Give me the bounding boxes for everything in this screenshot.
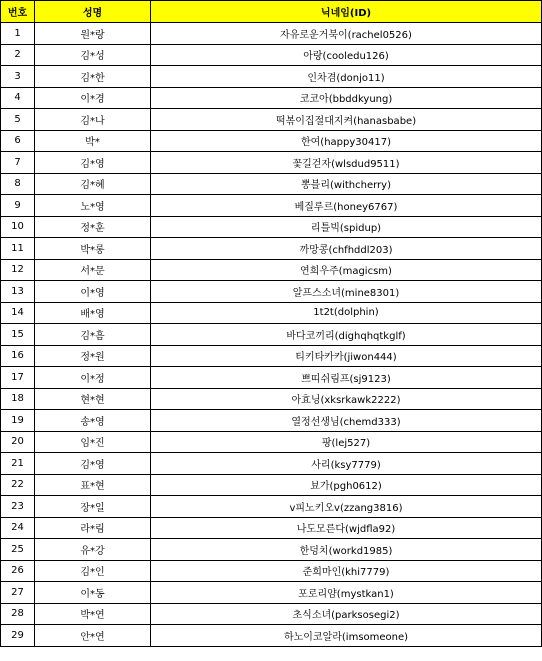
cell-number: 14 (1, 302, 35, 324)
cell-number: 20 (1, 431, 35, 453)
cell-name: 배*영 (35, 302, 151, 324)
cell-number: 10 (1, 216, 35, 238)
table-row (1, 173, 542, 195)
table-row (1, 44, 542, 66)
cell-name: 원*랑 (35, 23, 151, 45)
cell-nickname: 베질루르(honey6767) (151, 195, 542, 217)
cell-name: 안*연 (35, 625, 151, 647)
cell-nickname: 초식소녀(parksosegi2) (151, 603, 542, 625)
cell-name: 김*혜 (35, 173, 151, 195)
header-name: 성명 (35, 1, 151, 23)
cell-nickname: 티키타카카(jiwon444) (151, 345, 542, 367)
cell-number: 19 (1, 410, 35, 432)
table-header (1, 1, 542, 23)
cell-number: 13 (1, 281, 35, 303)
cell-number: 2 (1, 44, 35, 66)
cell-number: 17 (1, 367, 35, 389)
table-row (1, 410, 542, 432)
cell-nickname: 코코아(bbddkyung) (151, 87, 542, 109)
cell-name: 라*림 (35, 517, 151, 539)
table-row (1, 23, 542, 45)
cell-number: 15 (1, 324, 35, 346)
cell-name: 김*흠 (35, 324, 151, 346)
cell-number: 23 (1, 496, 35, 518)
cell-name: 김*영 (35, 453, 151, 475)
table-body (1, 23, 542, 647)
table-row (1, 496, 542, 518)
table-row (1, 130, 542, 152)
table-row (1, 87, 542, 109)
cell-nickname: 한덩치(workd1985) (151, 539, 542, 561)
cell-name: 이*정 (35, 367, 151, 389)
cell-nickname: 쁘띠쉬림프(sj9123) (151, 367, 542, 389)
table-row (1, 431, 542, 453)
cell-name: 김*성 (35, 44, 151, 66)
header-row (1, 1, 542, 23)
cell-nickname: 바다코끼리(dighqhqtkglf) (151, 324, 542, 346)
cell-number: 4 (1, 87, 35, 109)
table-row (1, 302, 542, 324)
cell-name: 박*롱 (35, 238, 151, 260)
cell-number: 9 (1, 195, 35, 217)
cell-number: 12 (1, 259, 35, 281)
table-row (1, 367, 542, 389)
table-row (1, 152, 542, 174)
table-row (1, 453, 542, 475)
cell-name: 김*영 (35, 152, 151, 174)
cell-nickname: 자유로운거북이(rachel0526) (151, 23, 542, 45)
table-row (1, 66, 542, 88)
cell-name: 유*강 (35, 539, 151, 561)
cell-number: 8 (1, 173, 35, 195)
cell-nickname: 한여(happy30417) (151, 130, 542, 152)
cell-name: 정*원 (35, 345, 151, 367)
cell-number: 27 (1, 582, 35, 604)
cell-name: 김*한 (35, 66, 151, 88)
cell-number: 7 (1, 152, 35, 174)
table-row (1, 625, 542, 647)
header-nickname: 닉네임(ID) (151, 1, 542, 23)
cell-name: 장*일 (35, 496, 151, 518)
table-row (1, 324, 542, 346)
cell-nickname: 알프스소녀(mine8301) (151, 281, 542, 303)
cell-name: 현*현 (35, 388, 151, 410)
cell-nickname: 준희마인(khi7779) (151, 560, 542, 582)
cell-name: 김*나 (35, 109, 151, 131)
header-number: 번호 (1, 1, 35, 23)
cell-nickname: 뽕블리(withcherry) (151, 173, 542, 195)
cell-name: 박*연 (35, 603, 151, 625)
cell-number: 29 (1, 625, 35, 647)
cell-number: 6 (1, 130, 35, 152)
cell-nickname: 연희우주(magicsm) (151, 259, 542, 281)
cell-nickname: 나도모른다(wjdfla92) (151, 517, 542, 539)
table-row (1, 195, 542, 217)
cell-nickname: 까망콩(chfhddl203) (151, 238, 542, 260)
table-row (1, 603, 542, 625)
table-row (1, 345, 542, 367)
table-row (1, 281, 542, 303)
cell-nickname: v피노키오v(zzang3816) (151, 496, 542, 518)
cell-nickname: 팡(lej527) (151, 431, 542, 453)
cell-nickname: 1t2t(dolphin) (151, 302, 542, 324)
cell-number: 22 (1, 474, 35, 496)
table-row (1, 474, 542, 496)
cell-number: 28 (1, 603, 35, 625)
cell-name: 송*영 (35, 410, 151, 432)
table-row (1, 109, 542, 131)
cell-name: 이*영 (35, 281, 151, 303)
cell-nickname: 뵤가(pgh0612) (151, 474, 542, 496)
cell-name: 서*문 (35, 259, 151, 281)
cell-name: 박* (35, 130, 151, 152)
cell-number: 1 (1, 23, 35, 45)
cell-number: 25 (1, 539, 35, 561)
table-row (1, 259, 542, 281)
cell-number: 5 (1, 109, 35, 131)
table-row (1, 582, 542, 604)
cell-number: 26 (1, 560, 35, 582)
cell-number: 21 (1, 453, 35, 475)
cell-nickname: 사리(ksy7779) (151, 453, 542, 475)
cell-number: 16 (1, 345, 35, 367)
cell-name: 이*동 (35, 582, 151, 604)
cell-nickname: 떡볶이집절대지켜(hanasbabe) (151, 109, 542, 131)
cell-number: 24 (1, 517, 35, 539)
cell-number: 3 (1, 66, 35, 88)
cell-nickname: 열정선생님(chemd333) (151, 410, 542, 432)
cell-number: 18 (1, 388, 35, 410)
table-row (1, 388, 542, 410)
cell-name: 표*현 (35, 474, 151, 496)
cell-name: 정*훈 (35, 216, 151, 238)
cell-nickname: 꽃길걷자(wlsdud9511) (151, 152, 542, 174)
cell-nickname: 포로리얌(mystkan1) (151, 582, 542, 604)
table-row (1, 216, 542, 238)
cell-nickname: 아효닝(xksrkawk2222) (151, 388, 542, 410)
cell-name: 이*경 (35, 87, 151, 109)
table-row (1, 517, 542, 539)
table-row (1, 238, 542, 260)
cell-number: 11 (1, 238, 35, 260)
cell-name: 김*인 (35, 560, 151, 582)
cell-nickname: 인차겸(donjo11) (151, 66, 542, 88)
table-row (1, 560, 542, 582)
table-row (1, 539, 542, 561)
cell-name: 임*진 (35, 431, 151, 453)
cell-name: 노*영 (35, 195, 151, 217)
cell-nickname: 리틀빅(spidup) (151, 216, 542, 238)
cell-nickname: 아랑(cooledu126) (151, 44, 542, 66)
cell-nickname: 하노이코알라(imsomeone) (151, 625, 542, 647)
